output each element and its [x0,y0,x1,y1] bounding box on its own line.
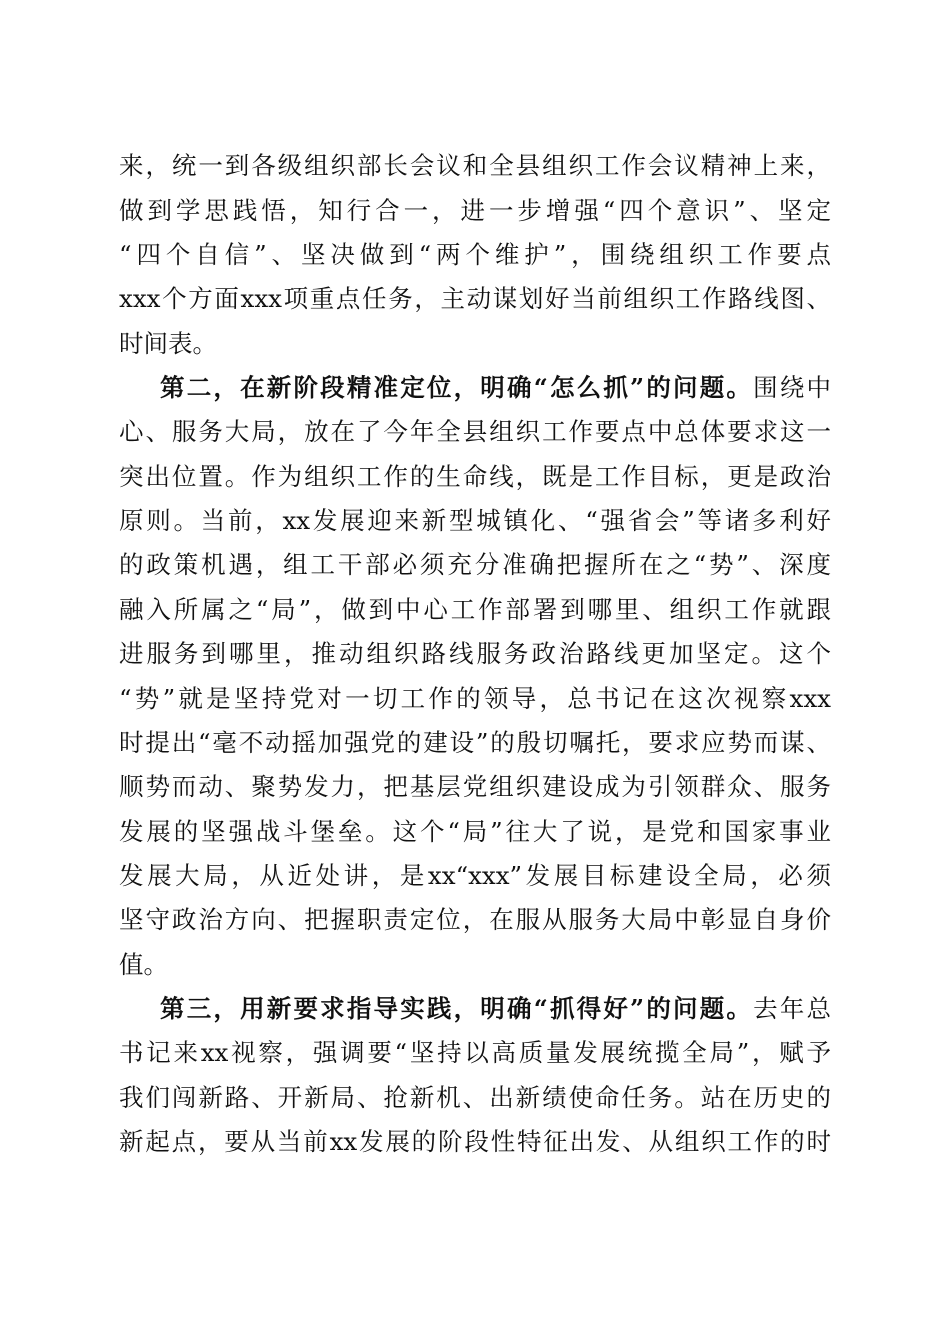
paragraph-2-line-10: 顺势而动、聚势发力，把基层党组织建设成为引领群众、服务 [119,772,831,801]
paragraph-2-line-6: 融入所属之“局”，做到中心工作部署到哪里、组织工作就跟 [119,595,831,624]
paragraph-2-line-8: “势”就是坚持党对一切工作的领导，总书记在这次视察xxx [119,684,831,713]
paragraph-3-line-3: 我们闯新路、开新局、抢新机、出新绩使命任务。站在历史的 [119,1083,831,1112]
paragraph-2-line-4: 原则。当前，xx发展迎来新型城镇化、“强省会”等诸多利好 [119,506,831,535]
paragraph-2-line-11: 发展的坚强战斗堡垒。这个“局”往大了说，是党和国家事业 [119,817,831,846]
paragraph-3-first-line [160,990,831,1028]
paragraph-2-line-5: 的政策机遇，组工干部必须充分准确把握所在之“势”、深度 [119,550,831,579]
paragraph-1-line-4: xxx个方面xxx项重点任务，主动谋划好当前组织工作路线图、 [119,284,831,313]
paragraph-2-heading: 第二，在新阶段精准定位，明确“怎么抓”的问题。 [160,373,754,402]
paragraph-2-line-7: 进服务到哪里，推动组织路线服务政治路线更加坚定。这个 [119,639,831,668]
paragraph-3-first-line-rest: 去年总 [753,994,832,1023]
paragraph-2-line-13: 坚守政治方向、把握职责定位，在服从服务大局中彰显自身价 [119,905,831,934]
paragraph-2-line-12: 发展大局，从近处讲，是xx“xxx”发展目标建设全局，必须 [119,861,831,890]
paragraph-2-line-14: 值。 [119,950,168,979]
paragraph-1-line-1: 来，统一到各级组织部长会议和全县组织工作会议精神上来， [119,151,831,180]
paragraph-2-line-2: 心、服务大局，放在了今年全县组织工作要点中总体要求这一 [119,417,831,446]
paragraph-2-line-9: 时提出“毫不动摇加强党的建设”的殷切嘱托，要求应势而谋、 [119,728,831,757]
paragraph-2-line-3: 突出位置。作为组织工作的生命线，既是工作目标，更是政治 [119,462,831,491]
paragraph-2-first-line-rest: 围绕中 [753,373,832,402]
paragraph-1-line-3: “四个自信”、坚决做到“两个维护”，围绕组织工作要点 [119,240,831,269]
paragraph-3-line-2: 书记来xx视察，强调要“坚持以高质量发展统揽全局”，赋予 [119,1038,831,1067]
paragraph-1-line-5: 时间表。 [119,329,217,358]
paragraph-3-line-4: 新起点，要从当前xx发展的阶段性特征出发、从组织工作的时 [119,1127,831,1156]
paragraph-3-heading: 第三，用新要求指导实践，明确“抓得好”的问题。 [160,994,754,1023]
paragraph-1-line-2: 做到学思践悟，知行合一，进一步增强“四个意识”、坚定 [119,196,831,225]
paragraph-2-first-line [160,369,831,407]
